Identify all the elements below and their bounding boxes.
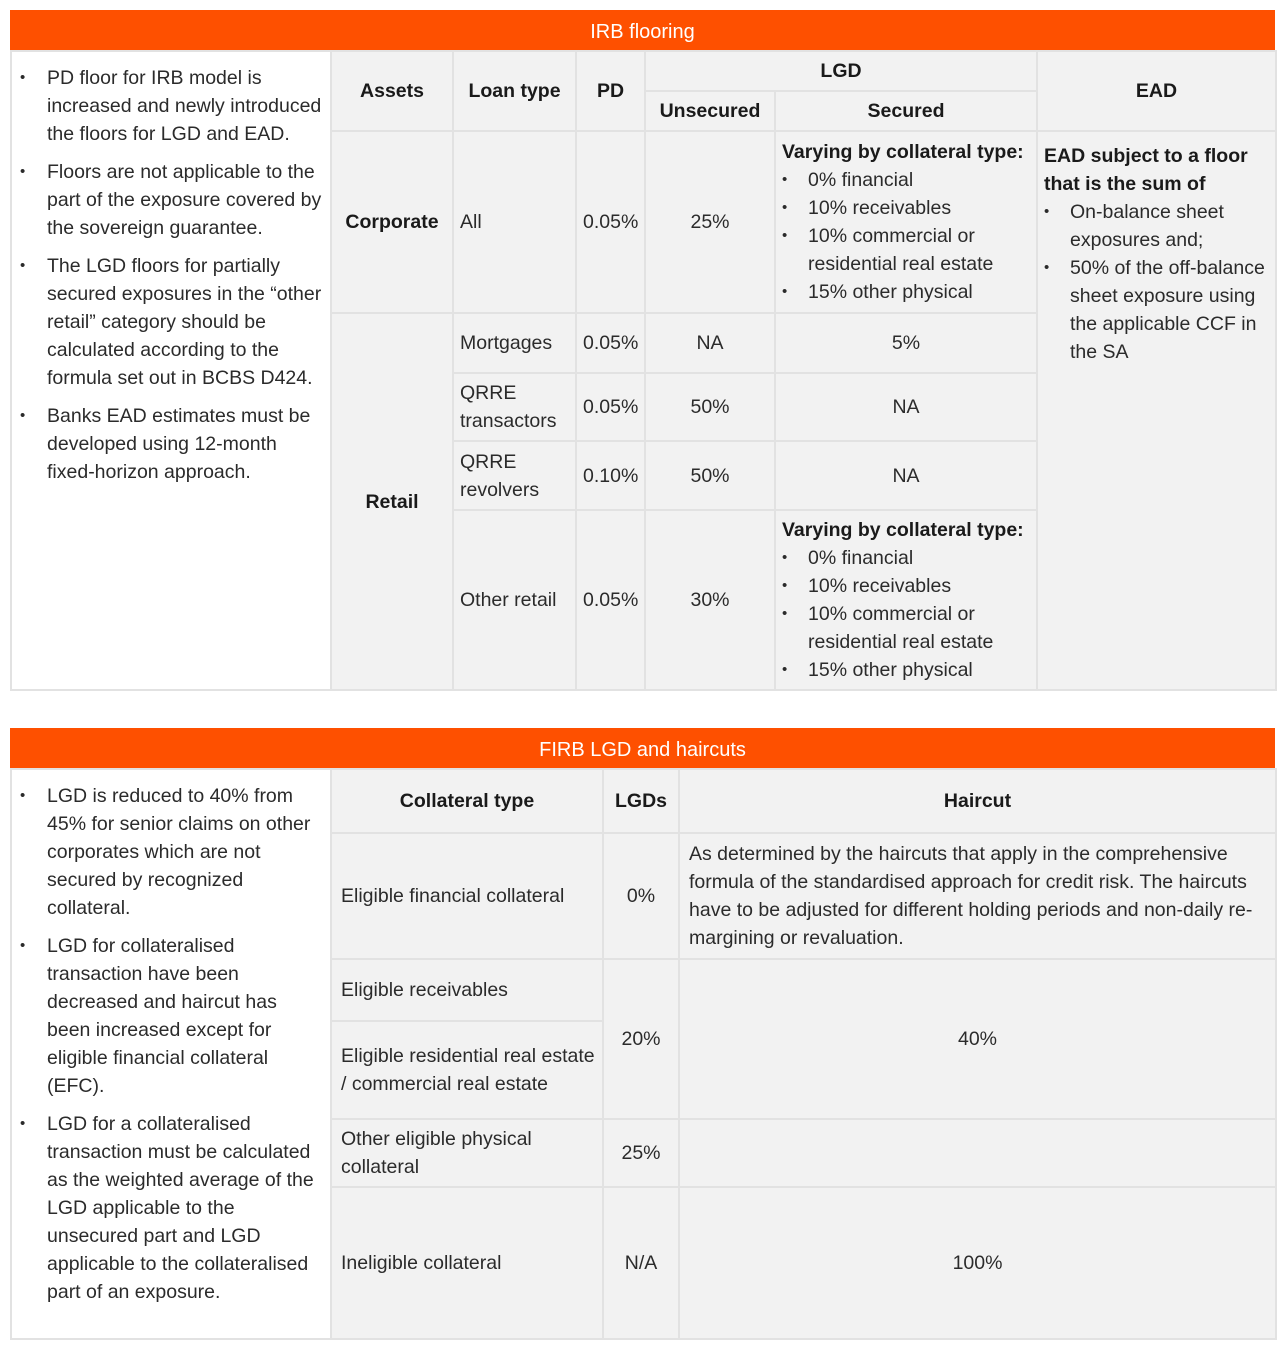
lgd-cell: N/A — [603, 1187, 679, 1339]
list-item: • 10% receivables — [782, 572, 1030, 600]
haircut-cell: As determined by the haircuts that apply in the comprehensive formula of the standardised approach for credit risk. The haircuts have to be adjusted for different holding periods and non-daily re-margining or revaluation. — [679, 833, 1276, 959]
header-pd: PD — [576, 51, 645, 131]
header-unsecured: Unsecured — [645, 91, 775, 131]
firb-title: FIRB LGD and haircuts — [10, 728, 1275, 768]
list-item: • 0% financial — [782, 166, 1030, 194]
loan-type-cell: QRRE revolvers — [453, 441, 576, 510]
header-lgd: LGD — [645, 51, 1037, 91]
haircut-cell: 100% — [679, 1187, 1276, 1339]
irb-flooring-table — [10, 50, 1277, 691]
list-item: • Banks EAD estimates must be developed using 12-month fixed-horizon approach. — [20, 402, 322, 486]
firb-notes — [11, 769, 331, 1339]
loan-type-cell: QRRE transactors — [453, 373, 576, 441]
pd-cell: 0.10% — [576, 441, 645, 510]
list-item: • LGD for collateralised transaction have been decreased and haircut has been increased except for eligible financial collateral (EFC). — [20, 932, 322, 1100]
secured-cell: NA — [775, 441, 1037, 510]
list-item: • 0% financial — [782, 544, 1030, 572]
list-item: • LGD for a collateralised transaction must be calculated as the weighted average of the LGD applicable to the unsecured part and LGD applicable to the collateralised part of an exposure. — [20, 1110, 322, 1306]
header-loan-type: Loan type — [453, 51, 576, 131]
firb-panel — [10, 728, 1275, 1340]
irb-flooring-panel — [10, 10, 1275, 691]
secured-cell — [775, 131, 1037, 313]
haircut-cell: 40% — [679, 959, 1276, 1119]
list-item: • The LGD floors for partially secured exposures in the “other retail” category should be calculated according to the formula set out in BCBS D424. — [20, 252, 322, 392]
asset-retail: Retail — [331, 313, 453, 690]
irb-notes — [11, 51, 331, 690]
collateral-type-cell: Other eligible physical collateral — [331, 1119, 603, 1187]
header-collateral-type: Collateral type — [331, 769, 603, 833]
irb-flooring-title: IRB flooring — [10, 10, 1275, 50]
haircut-cell — [679, 1119, 1276, 1187]
list-item: • 15% other physical — [782, 278, 1030, 306]
secured-cell: 5% — [775, 313, 1037, 373]
lgd-cell: 25% — [603, 1119, 679, 1187]
secured-cell: NA — [775, 373, 1037, 441]
lgd-cell: 0% — [603, 833, 679, 959]
header-haircut: Haircut — [679, 769, 1276, 833]
secured-title: Varying by collateral type: — [782, 519, 1024, 541]
loan-type-cell: Other retail — [453, 510, 576, 690]
header-assets: Assets — [331, 51, 453, 131]
asset-corporate: Corporate — [331, 131, 453, 313]
collateral-type-cell: Eligible residential real estate / commercial real estate — [331, 1021, 603, 1119]
secured-title: Varying by collateral type: — [782, 141, 1024, 163]
list-item: • Floors are not applicable to the part of the exposure covered by the sovereign guarantee. — [20, 158, 322, 242]
collateral-type-cell: Eligible receivables — [331, 959, 603, 1021]
list-item: • 10% commercial or residential real estate — [782, 600, 1030, 656]
loan-type-cell: All — [453, 131, 576, 313]
pd-cell: 0.05% — [576, 313, 645, 373]
header-secured: Secured — [775, 91, 1037, 131]
list-item: • LGD is reduced to 40% from 45% for senior claims on other corporates which are not secured by recognized collateral. — [20, 782, 322, 922]
pd-cell: 0.05% — [576, 510, 645, 690]
list-item: • 10% commercial or residential real estate — [782, 222, 1030, 278]
list-item: • 10% receivables — [782, 194, 1030, 222]
unsecured-cell: 30% — [645, 510, 775, 690]
secured-cell — [775, 510, 1037, 690]
unsecured-cell: 25% — [645, 131, 775, 313]
list-item: • 15% other physical — [782, 656, 1030, 684]
ead-title: EAD subject to a floor that is the sum of — [1044, 145, 1248, 195]
list-item: • PD floor for IRB model is increased and newly introduced the floors for LGD and EAD. — [20, 64, 322, 148]
list-item: • 50% of the off-balance sheet exposure using the applicable CCF in the SA — [1044, 254, 1269, 366]
unsecured-cell: NA — [645, 313, 775, 373]
unsecured-cell: 50% — [645, 441, 775, 510]
lgd-cell: 20% — [603, 959, 679, 1119]
ead-cell — [1037, 131, 1276, 690]
firb-table — [10, 768, 1277, 1340]
collateral-type-cell: Ineligible collateral — [331, 1187, 603, 1339]
list-item: • On-balance sheet exposures and; — [1044, 198, 1269, 254]
pd-cell: 0.05% — [576, 131, 645, 313]
header-lgds: LGDs — [603, 769, 679, 833]
pd-cell: 0.05% — [576, 373, 645, 441]
header-ead: EAD — [1037, 51, 1276, 131]
unsecured-cell: 50% — [645, 373, 775, 441]
collateral-type-cell: Eligible financial collateral — [331, 833, 603, 959]
loan-type-cell: Mortgages — [453, 313, 576, 373]
